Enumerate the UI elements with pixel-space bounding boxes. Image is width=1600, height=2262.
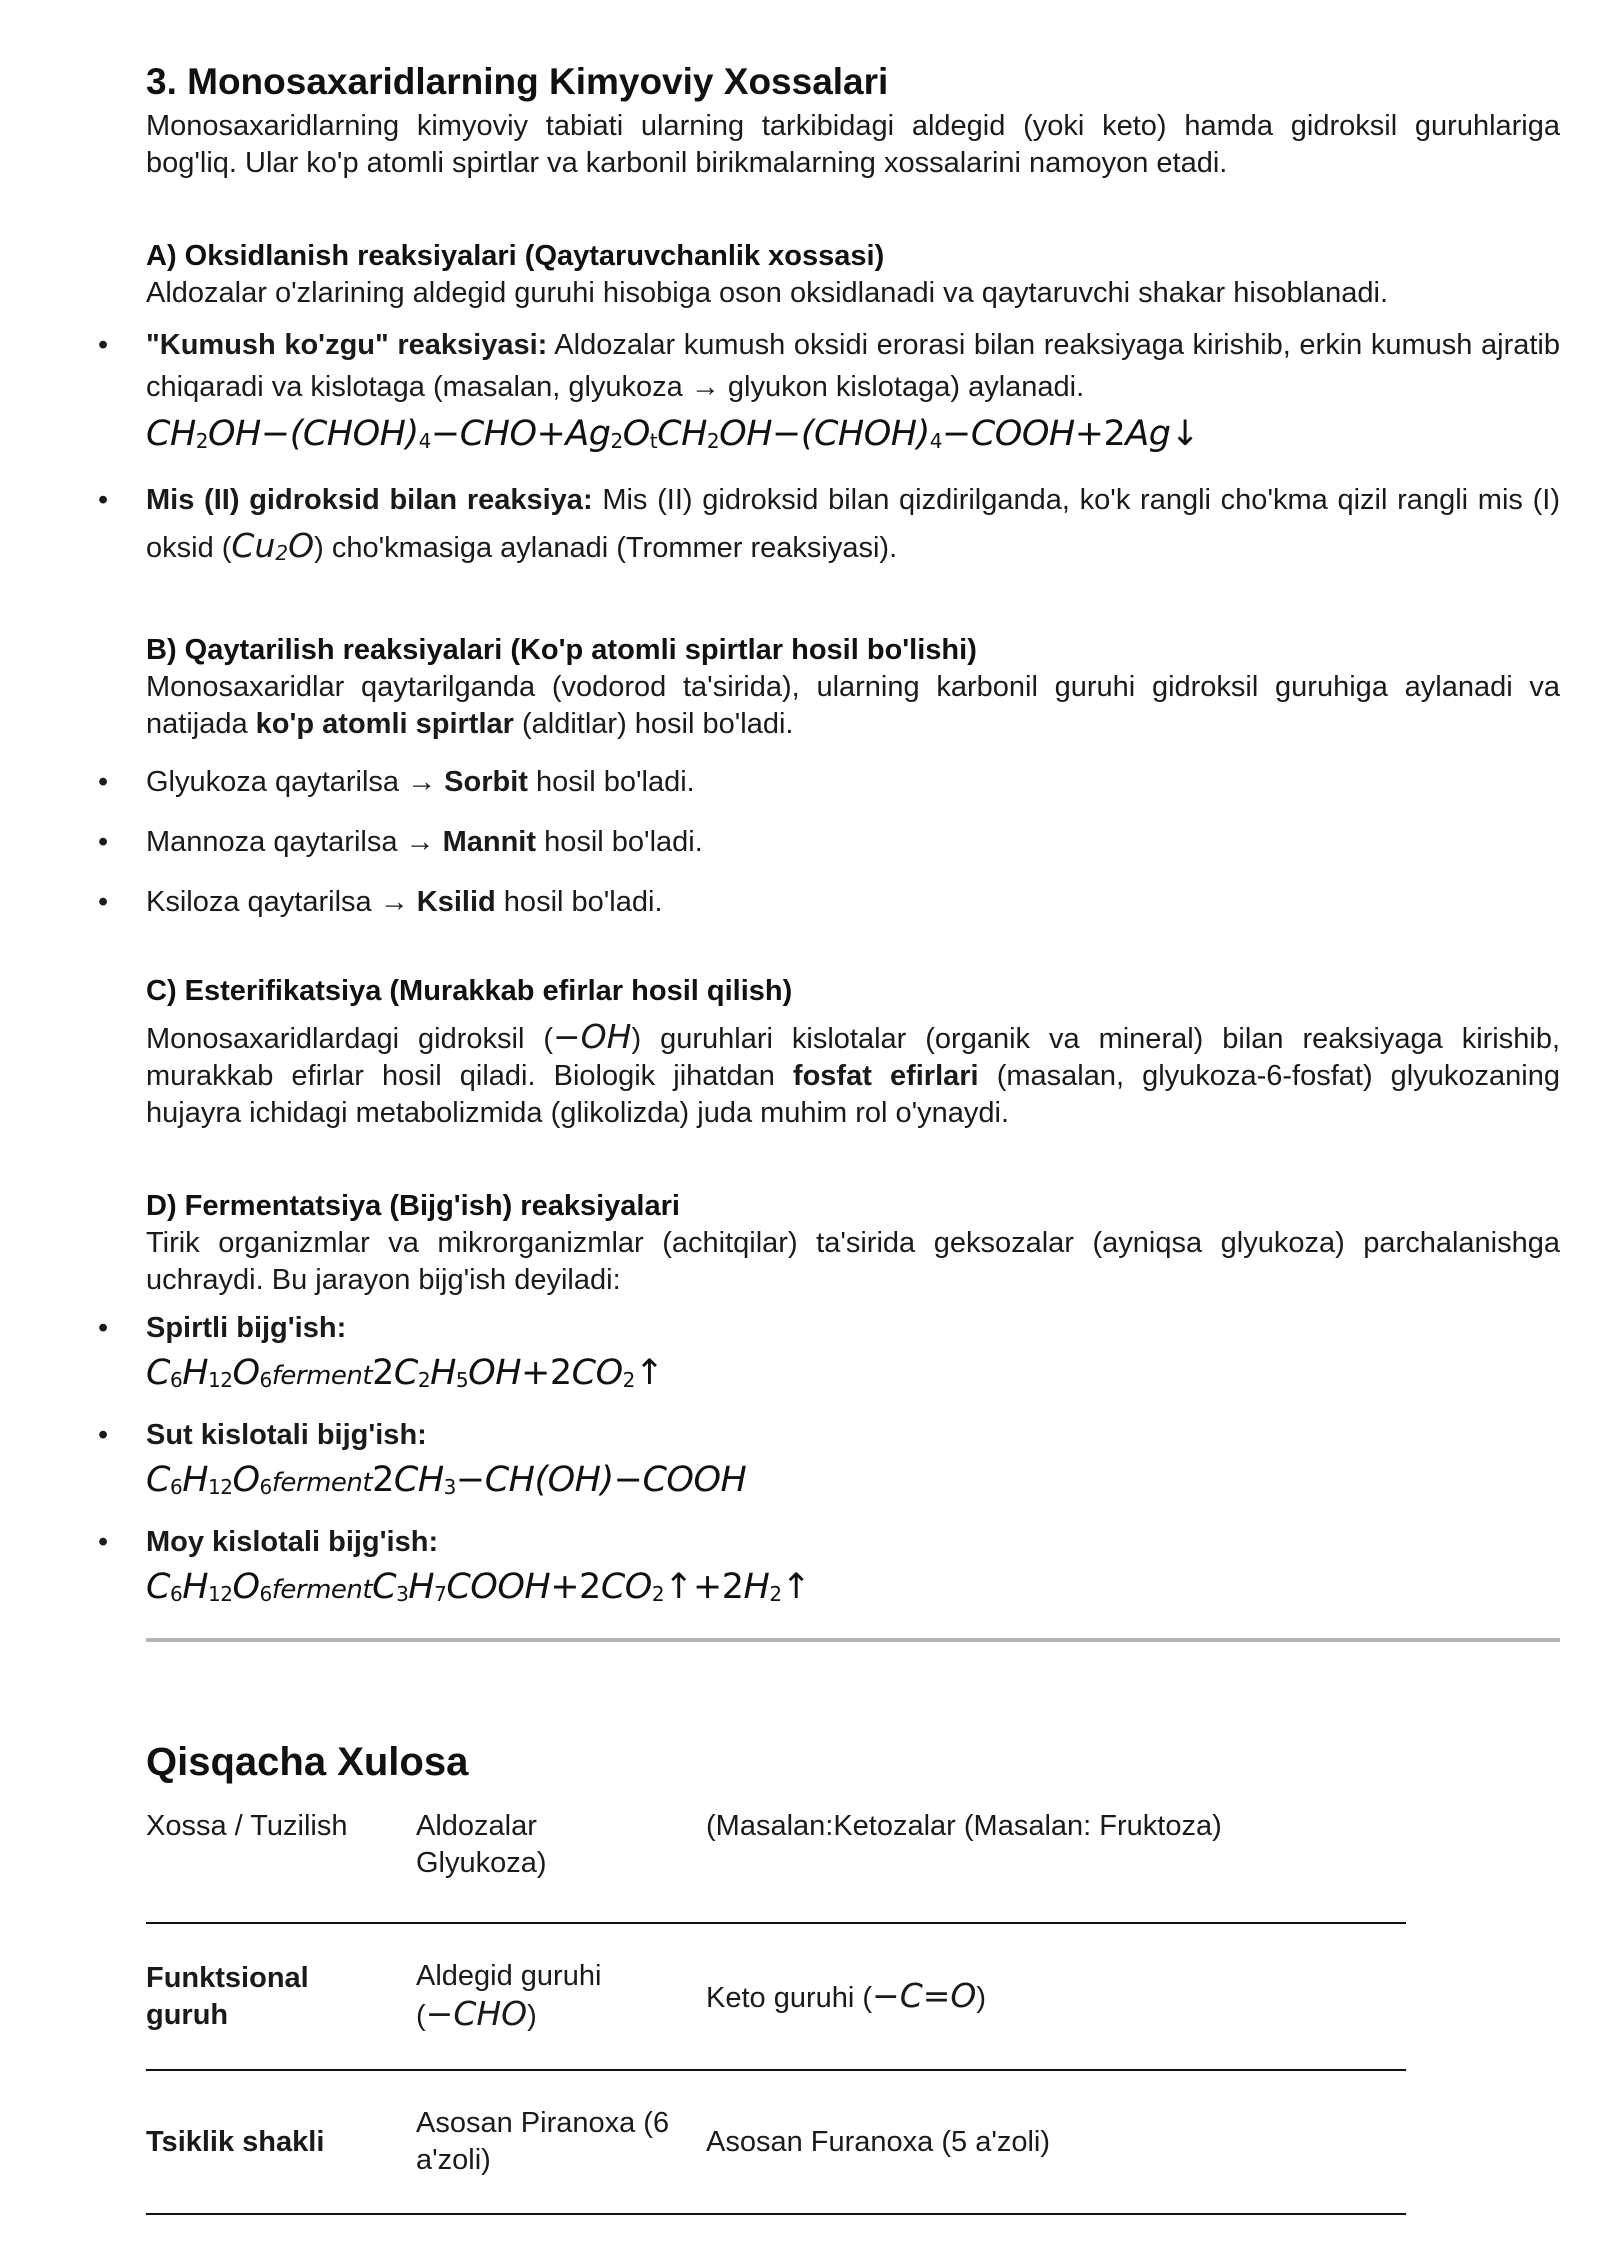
- list-item: [98, 1414, 1560, 1511]
- bullet-icon: •: [98, 1312, 109, 1344]
- cell-text: Keto guruhi (: [706, 1981, 873, 2014]
- bullet-icon: •: [98, 484, 109, 516]
- formula-cho: −CHO: [425, 1994, 528, 2033]
- header-text: Aldozalar: [416, 1810, 537, 1842]
- document-page: [98, 60, 1560, 1618]
- table-header-cell: [416, 1808, 706, 1923]
- header-text: Glyukoza): [416, 1847, 547, 1879]
- list-item-text: ) cho'kmasiga aylanadi (Trommer reaksiyasi).: [314, 532, 898, 564]
- table-cell-label: [146, 2070, 416, 2214]
- bullet-icon: •: [98, 329, 109, 361]
- list-item-text: Glyukoza qaytarilsa →: [146, 766, 445, 798]
- list-item: [98, 881, 1560, 923]
- table-cell: [416, 1923, 706, 2070]
- list-item-text: Aldozalar kumush oksidi erorasi bilan reaksiyaga kirishib, erkin kumush ajratib chiqaradi va kislotaga (masalan, glyukoza → glyukon kislotaga) aylanadi.: [146, 329, 1560, 403]
- table-header-row: [146, 1808, 1406, 1923]
- subsection-a: [98, 238, 1560, 576]
- subsection-d: [98, 1188, 1560, 1618]
- bullet-icon: •: [98, 1419, 109, 1451]
- formula-silver-mirror: $CH_2OH-(CHOH)_4-CHO+Ag_2O_tCH_2OH-(CHOH)_4-COOH+2Ag↓$: [146, 414, 1200, 454]
- formula-lactic-fermentation: $C_6H_{12}O_6ferment2CH_3-CH(OH)-COOH$: [146, 1460, 747, 1500]
- list-item-text: Mis (II) gidroksid bilan qizdirilganda, ko'k rangli cho'kma qizil rangli mis (I) oksid (: [146, 484, 1560, 564]
- subsection-d-title: D) Fermentatsiya (Bijg'ish) reaksiyalari: [146, 1190, 680, 1222]
- text: Monosaxaridlardagi gidroksil (: [146, 1023, 554, 1055]
- list-item-bold: Ksilid: [416, 886, 496, 918]
- list-item-bold: Mannit: [442, 826, 537, 858]
- bullet-icon: •: [98, 1526, 109, 1558]
- subsection-a-list: [98, 324, 1560, 576]
- cell-text: ): [976, 1981, 987, 2014]
- summary-title: Qisqacha Xulosa: [146, 1740, 469, 1784]
- table-row: [146, 2070, 1406, 2214]
- list-item: [98, 324, 1560, 465]
- list-item-text: Ksiloza qaytarilsa →: [146, 886, 417, 918]
- subsection-d-list: [98, 1307, 1560, 1618]
- subsection-b-title: B) Qaytarilish reaksiyalari (Ko'p atomli spirtlar hosil bo'lishi): [146, 634, 977, 666]
- bullet-icon: •: [98, 826, 109, 858]
- list-item: [98, 1521, 1560, 1618]
- list-item-text: hosil bo'ladi.: [495, 886, 663, 918]
- subsection-b-list: [98, 761, 1560, 923]
- cell-text: Tsiklik shakli: [146, 2125, 325, 2158]
- formula-oh: −OH: [553, 1017, 632, 1056]
- table-cell: Asosan Furanoxa (5 a'zoli): [706, 2070, 1406, 2214]
- list-item: [98, 477, 1560, 576]
- list-item: [98, 1307, 1560, 1404]
- text-bold: ko'p atomli spirtlar: [255, 708, 514, 740]
- subsection-b: [98, 632, 1560, 923]
- list-item-bold: Mis (II) gidroksid bilan reaksiya:: [146, 484, 593, 516]
- text: ) guruhlari kislotalar (organik va mineral) bilan reaksiyaga kirishib, murakkab efirlar hosil qiladi. Biologik jihatdan: [146, 1023, 1560, 1092]
- cell-text: guruh: [146, 1998, 229, 2031]
- formula-alcohol-fermentation: $C_6H_{12}O_6ferment2C_2H_5OH+2CO_2↑$: [146, 1353, 664, 1393]
- list-item-bold: Sorbit: [444, 766, 528, 798]
- list-item: [98, 761, 1560, 803]
- text: (masalan, glyukoza-6-fosfat) glyukozaning hujayra ichidagi metabolizmida (glikolizda) juda muhim rol o'ynaydi.: [146, 1060, 1560, 1129]
- text: (alditlar) hosil bo'ladi.: [513, 708, 794, 740]
- table-header-cell: Xossa / Tuzilish: [146, 1808, 416, 1923]
- list-item-bold: "Kumush ko'zgu" reaksiyasi:: [146, 329, 548, 361]
- section-divider: [146, 1638, 1560, 1642]
- subsection-a-text: Aldozalar o'zlarining aldegid guruhi hisobiga oson oksidlanadi va qaytaruvchi shakar hisoblanadi.: [146, 277, 1389, 309]
- section-intro: Monosaxaridlarning kimyoviy tabiati ularning tarkibidagi aldegid (yoki keto) hamda gidroksil guruhlariga bog'liq. Ular ko'p atomli spirtlar va karbonil birikmalarning xossalarini namoyon etadi.: [146, 110, 1560, 179]
- summary-section: [146, 1738, 1406, 2215]
- subsection-c: [146, 973, 1560, 1132]
- table-row: [146, 1923, 1406, 2070]
- list-item-text: hosil bo'ladi.: [527, 766, 695, 798]
- list-item-bold: Moy kislotali bijg'ish:: [146, 1526, 439, 1558]
- formula-co: −C=O: [872, 1975, 977, 2015]
- section-title: 3. Monosaxaridlarning Kimyoviy Xossalari: [146, 61, 889, 102]
- list-item-bold: Spirtli bijg'ish:: [146, 1312, 347, 1344]
- subsection-c-text: [146, 1018, 1560, 1132]
- list-item-text: hosil bo'ladi.: [536, 826, 703, 858]
- text-bold: fosfat efirlari: [792, 1060, 979, 1092]
- formula-cu2o: $Cu_2O$: [231, 526, 315, 565]
- text: Monosaxaridlar qaytarilganda (vodorod ta'sirida), ularning karbonil guruhi gidroksil guruhiga aylanadi va natijada: [146, 671, 1560, 740]
- list-item: [98, 821, 1560, 863]
- bullet-icon: •: [98, 766, 109, 798]
- table-header-cell: (Masalan:Ketozalar (Masalan: Fruktoza): [706, 1808, 1406, 1923]
- cell-text: ): [527, 2000, 537, 2032]
- bullet-icon: •: [98, 886, 109, 918]
- subsection-c-title: C) Esterifikatsiya (Murakkab efirlar hosil qilish): [146, 975, 793, 1007]
- table-cell-label: [146, 1923, 416, 2070]
- subsection-b-text: [146, 669, 1560, 743]
- cell-text: Funktsional: [146, 1961, 309, 1994]
- summary-table: [146, 1808, 1406, 2215]
- subsection-a-title: A) Oksidlanish reaksiyalari (Qaytaruvchanlik xossasi): [146, 240, 885, 272]
- formula-butyric-fermentation: $C_6H_{12}O_6fermentC_3H_7COOH+2CO_2↑+2H_2↑$: [146, 1567, 811, 1607]
- cell-text: Aldegid guruhi (: [416, 1960, 602, 2032]
- list-item-bold: Sut kislotali bijg'ish:: [146, 1419, 427, 1451]
- list-item-text: Mannoza qaytarilsa →: [146, 826, 443, 858]
- table-cell: [706, 1923, 1406, 2070]
- table-cell: Asosan Piranoxa (6 a'zoli): [416, 2070, 706, 2214]
- subsection-d-text: Tirik organizmlar va mikrorganizmlar (achitqilar) ta'sirida geksozalar (ayniqsa glyukoza) parchalanishga uchraydi. Bu jarayon bijg'ish deyiladi:: [146, 1227, 1560, 1296]
